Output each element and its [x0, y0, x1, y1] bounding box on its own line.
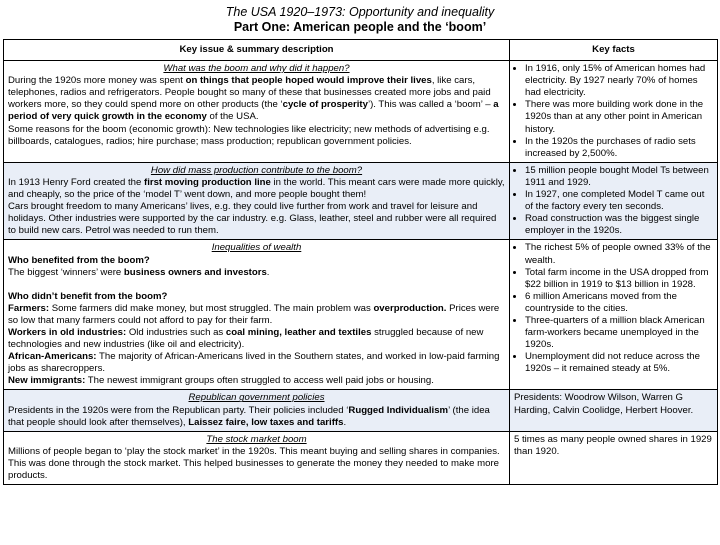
boom-paragraph-1	[8, 75, 505, 123]
republican-paragraph	[8, 405, 505, 429]
fact-item: • In 1927, one completed Model T came out of the factory every ten seconds.	[525, 189, 713, 213]
spacer	[8, 279, 505, 291]
fact-item: • 6 million Americans moved from the countryside to the cities.	[525, 291, 713, 315]
bold-text: African-Americans:	[8, 351, 97, 363]
text: struggled because of new technologies and new industries (like oil and electricity).	[8, 326, 484, 351]
bold-text: a period of very quick growth in the economy	[8, 99, 499, 123]
section-heading-mass-production: How did mass production contribute to the boom?	[150, 164, 363, 176]
section-heading-republican: Republican government policies	[188, 392, 325, 404]
header-row	[4, 40, 718, 61]
bold-text: Laissez faire, low taxes and tariffs	[188, 416, 344, 428]
row-boom	[4, 61, 718, 163]
stock-market-facts-cell: 5 times as many people owned shares in 1929 than 1920.	[510, 431, 718, 484]
immigrants-text	[8, 375, 505, 387]
text: During the 1920s more money was spent	[8, 75, 186, 87]
bold-text: Workers in old industries:	[8, 326, 127, 338]
stock-market-summary-cell	[4, 431, 510, 484]
bold-text: coal mining, leather and textiles	[225, 326, 372, 338]
text: ’ (the idea that people should look after themselves),	[8, 404, 490, 428]
mass-production-paragraph-2: Cars brought freedom to many Americans’ lives, e.g. they could live further from work and travel for leisure and holidays. Other industries were supported by the car industry. e.g. Glass, leather, steel and rubber were all required to build new cars. Petrol was needed to run them.	[8, 201, 497, 237]
text: Presidents in the 1920s were from the Republican party. Their policies included ‘	[8, 404, 349, 416]
inequalities-facts-cell	[510, 240, 718, 390]
fact-item: • Three-quarters of a million black American farm-workers became unemployed in the 1920s.	[525, 315, 713, 351]
bold-text: first moving production line	[144, 176, 271, 188]
page-title: The USA 1920–1973: Opportunity and inequality	[225, 5, 495, 19]
mass-production-facts-cell	[510, 162, 718, 240]
text: .	[343, 416, 347, 428]
boom-facts-list	[514, 63, 713, 160]
boom-facts-cell	[510, 61, 718, 163]
text: ’). This was called a ‘boom’ –	[367, 99, 494, 111]
workers-text	[8, 327, 505, 351]
bold-text: Who didn’t benefit from the boom?	[8, 290, 168, 302]
fact-item: • Unemployment did not reduce across the 1920s – it remained steady at 5%.	[525, 351, 713, 375]
boom-summary-cell	[4, 61, 510, 163]
mass-production-paragraph-1	[8, 177, 505, 201]
text: of the USA.	[206, 111, 259, 123]
who-benefited-heading	[8, 255, 505, 267]
text: Old industries such as	[126, 326, 226, 338]
winners-text	[8, 267, 505, 279]
row-mass-production	[4, 162, 718, 240]
boom-paragraph-2: Some reasons for the boom (economic growth): New technologies like electricity; new methods of advertising e.g. billboards, catalogues, radios; hire purchase; mass production; republican government policies.	[8, 123, 490, 147]
bold-text: Rugged Individualism	[348, 404, 449, 416]
text: in the world. This meant cars were made more quickly, and cheaply, so the price of the ‘model T’ went down, and more people bought them!	[8, 176, 505, 201]
knowledge-table	[3, 39, 718, 485]
stock-market-paragraph: Millions of people began to ‘play the stock market’ in the 1920s. This meant buying and selling shares in companies. This was done through the stock market. This helped businesses to generate the money they needed to make more products.	[8, 445, 500, 481]
bold-text: Farmers:	[8, 302, 50, 314]
who-didnt-benefit-heading	[8, 291, 505, 303]
bold-text: New immigrants:	[8, 375, 86, 387]
text: In 1913 Henry Ford created the	[8, 176, 144, 188]
section-heading-stock-market: The stock market boom	[206, 433, 307, 445]
col-header-summary: Key issue & summary description	[4, 40, 510, 61]
farmers-text	[8, 303, 505, 327]
african-americans-text	[8, 351, 505, 375]
inequalities-facts-list	[514, 242, 713, 375]
section-heading-inequalities: Inequalities of wealth	[211, 242, 302, 254]
text: The majority of African-Americans lived in the Southern states, and worked in low-paid farming jobs as sharecroppers.	[8, 351, 500, 375]
fact-item: • There was more building work done in the 1920s than at any other point in American history.	[525, 99, 713, 135]
text: .	[266, 266, 270, 278]
mass-production-summary-cell	[4, 162, 510, 240]
republican-summary-cell	[4, 390, 510, 431]
row-stock-market	[4, 431, 718, 484]
bold-text: cycle of prosperity	[282, 99, 368, 111]
bold-text: on things that people hoped would improve their lives	[185, 75, 432, 87]
fact-item: • In the 1920s the purchases of radio sets increased by 2,500%.	[525, 136, 713, 160]
fact-item: • Road construction was the biggest single employer in the 1920s.	[525, 213, 713, 237]
fact-item: • Total farm income in the USA dropped from $22 billion in 1919 to $13 billion in 1928.	[525, 267, 713, 291]
mass-production-facts-list	[514, 165, 713, 238]
inequalities-summary-cell	[4, 240, 510, 390]
bold-text: business owners and investors	[123, 266, 267, 278]
fact-item: • 15 million people bought Model Ts between 1911 and 1929.	[525, 165, 713, 189]
text: , like cars, telephones, radios and refrigerators. People bought so many of these that businesses created more jobs and paid workers more, so they could spend more on other products (the ‘	[8, 75, 491, 111]
row-republican-policies	[4, 390, 718, 431]
fact-item: • The richest 5% of people owned 33% of the wealth.	[525, 242, 713, 266]
fact-item: • In 1916, only 15% of American homes had electricity. By 1927 nearly 70% of homes had electricity.	[525, 63, 713, 99]
row-inequalities	[4, 240, 718, 390]
text: The biggest ‘winners’ were	[8, 266, 124, 278]
republican-facts-cell: Presidents: Woodrow Wilson, Warren G Harding, Calvin Coolidge, Herbert Hoover.	[510, 390, 718, 431]
bold-text: Who benefited from the boom?	[8, 254, 150, 266]
text: Some farmers did make money, but most struggled. The main problem was	[49, 302, 374, 314]
section-heading-boom: What was the boom and why did it happen?	[163, 63, 350, 75]
col-header-facts: Key facts	[510, 40, 718, 61]
text: The newest immigrant groups often struggled to access well paid jobs or housing.	[85, 375, 434, 387]
text: Prices were so low that many farmers could not afford to pay for their farm.	[8, 302, 500, 326]
bold-text: overproduction.	[373, 302, 447, 314]
page-subtitle: Part One: American people and the ‘boom’	[233, 20, 487, 34]
